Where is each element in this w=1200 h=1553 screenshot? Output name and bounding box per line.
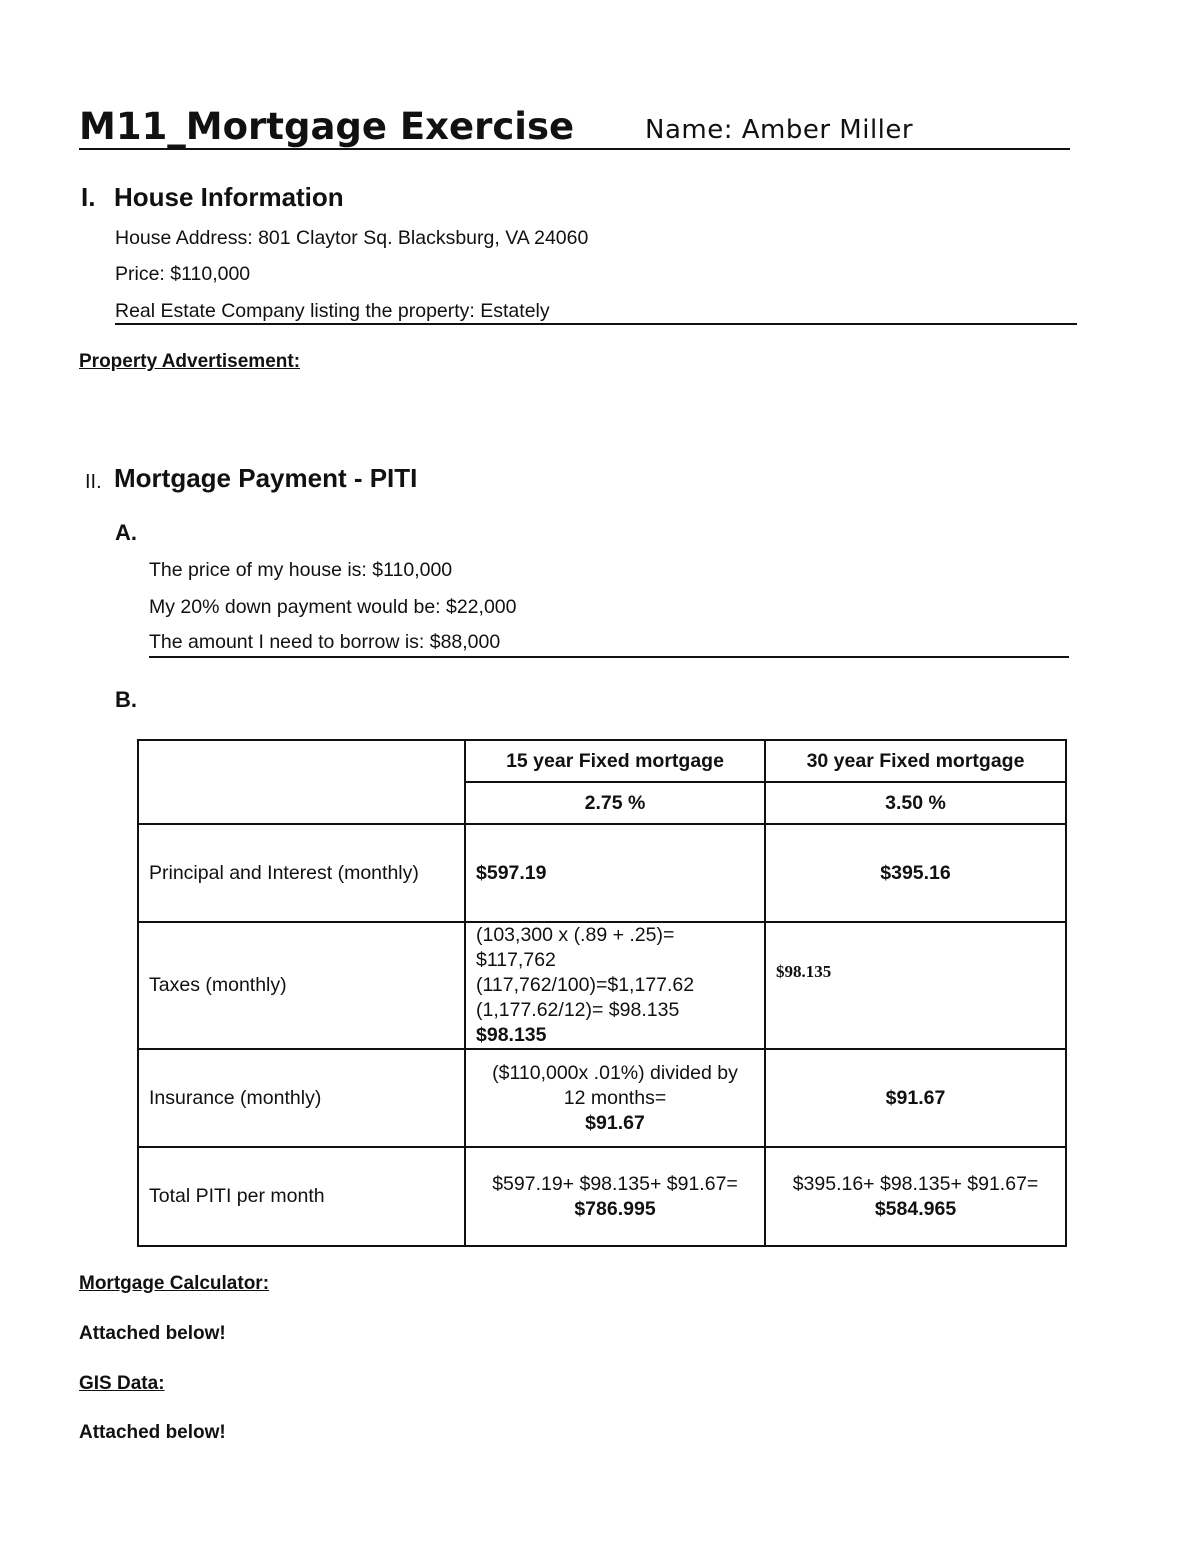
row-label-total: Total PITI per month: [138, 1147, 465, 1246]
taxes-calc-line-1: (103,300 x (.89 + .25)=: [476, 924, 675, 946]
header-30-year: 30 year Fixed mortgage: [765, 740, 1066, 782]
table-header-row: [138, 740, 1066, 782]
insurance-calc-line-1: ($110,000x .01%) divided by: [492, 1061, 738, 1084]
section-1-number: I.: [81, 182, 96, 212]
total-15-year-cell: [465, 1147, 765, 1246]
borrow-amount-statement: The amount I need to borrow is: $88,000: [149, 631, 501, 653]
pi-30-year-value: $395.16: [765, 824, 1066, 922]
rate-15-year: 2.75 %: [465, 782, 765, 824]
pi-15-year-value: $597.19: [465, 824, 765, 922]
down-payment-statement: My 20% down payment would be: $22,000: [149, 596, 517, 618]
insurance-15-year-result: $91.67: [585, 1111, 645, 1134]
total-30-year-formula: $395.16+ $98.135+ $91.67=: [792, 1172, 1039, 1195]
taxes-15-year-result: $98.135: [476, 1024, 547, 1046]
mortgage-calculator-note: Attached below!: [79, 1323, 226, 1344]
taxes-30-year-value: $98.135: [776, 962, 832, 981]
section-1-rule: [115, 323, 1077, 325]
listing-company: Real Estate Company listing the property: Estately: [115, 300, 550, 322]
student-name: Name: Amber Miller: [645, 115, 914, 145]
row-label-principal-interest: Principal and Interest (monthly): [138, 824, 465, 922]
part-b-letter: B.: [115, 687, 137, 712]
house-price: Price: $110,000: [115, 263, 251, 285]
insurance-15-year-cell: [465, 1049, 765, 1147]
header-15-year: 15 year Fixed mortgage: [465, 740, 765, 782]
taxes-30-year-cell: [765, 922, 1066, 1049]
rate-30-year: 3.50 %: [765, 782, 1066, 824]
table-row-principal-interest: [138, 824, 1066, 922]
taxes-calc-line-2: $117,762: [476, 949, 556, 971]
insurance-30-year-value: $91.67: [765, 1049, 1066, 1147]
mortgage-calculator-label: Mortgage Calculator:: [79, 1273, 270, 1294]
gis-data-note: Attached below!: [79, 1422, 226, 1443]
taxes-15-year-cell: [465, 922, 765, 1049]
section-2-title: Mortgage Payment - PITI: [114, 463, 418, 493]
document-title: M11_Mortgage Exercise: [79, 105, 575, 148]
house-address: House Address: 801 Claytor Sq. Blacksburg, VA 24060: [115, 227, 589, 249]
table-corner-cell: [138, 740, 465, 824]
taxes-calc-line-4: (1,177.62/12)= $98.135: [476, 999, 680, 1021]
table-row-taxes: [138, 922, 1066, 1049]
total-30-year-result: $584.965: [874, 1197, 957, 1220]
total-15-year-formula: $597.19+ $98.135+ $91.67=: [492, 1172, 738, 1195]
row-label-insurance: Insurance (monthly): [138, 1049, 465, 1147]
section-1-title: House Information: [114, 182, 344, 212]
table-row-insurance: [138, 1049, 1066, 1147]
table-row-total: [138, 1147, 1066, 1246]
section-2-number: II.: [85, 471, 102, 493]
part-a-rule: [149, 656, 1069, 658]
total-15-year-result: $786.995: [574, 1197, 656, 1220]
piti-table: [137, 739, 1067, 1247]
taxes-calc-line-3: (117,762/100)=$1,177.62: [476, 974, 695, 996]
house-price-statement: The price of my house is: $110,000: [149, 559, 453, 581]
property-advertisement-label: Property Advertisement:: [79, 351, 301, 372]
insurance-calc-line-2: 12 months=: [563, 1086, 667, 1109]
title-underline: [79, 148, 1070, 150]
row-label-taxes: Taxes (monthly): [138, 922, 465, 1049]
total-30-year-cell: [765, 1147, 1066, 1246]
gis-data-label: GIS Data:: [79, 1373, 165, 1394]
part-a-letter: A.: [115, 520, 137, 545]
